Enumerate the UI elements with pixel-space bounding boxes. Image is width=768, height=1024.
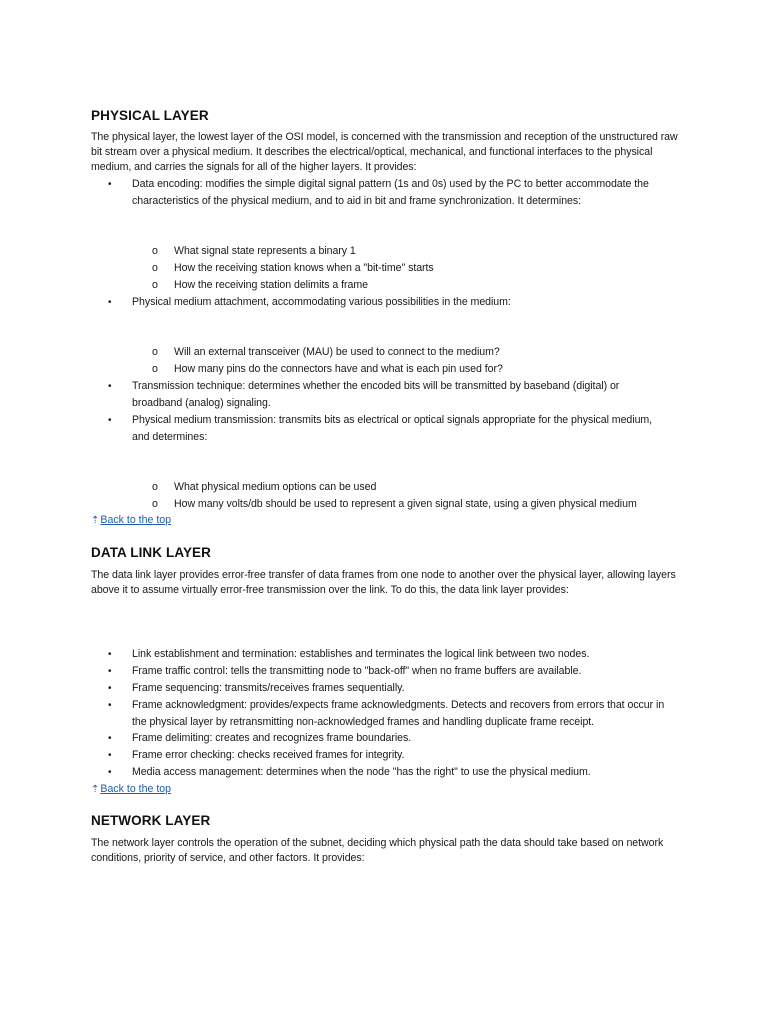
- list-item: [108, 176, 668, 210]
- back-to-top-label[interactable]: Back to the top: [100, 514, 172, 526]
- bullet-marker: •: [108, 649, 112, 660]
- sub-bullet-marker: o: [152, 346, 158, 358]
- sub-bullet-marker: o: [152, 262, 158, 274]
- sub-bullet-marker: o: [152, 481, 158, 493]
- list-item-text: Frame traffic control: tells the transmitting node to "back-off" when no frame buffers are available.: [132, 665, 582, 677]
- sub-list-item: [152, 479, 692, 496]
- sub-bullet-marker: o: [152, 498, 158, 510]
- data-link-layer-intro: The data link layer provides error-free transfer of data frames from one node to another over the physical layer, allowing layers above it to assume virtually error-free transmission over the link. To do this, the data link layer provides:: [91, 569, 676, 596]
- sub-list-item-text: What signal state represents a binary 1: [174, 245, 356, 257]
- sub-list-item-text: How the receiving station delimits a frame: [174, 279, 368, 291]
- bullet-marker: •: [108, 683, 112, 694]
- list-item: [108, 663, 668, 680]
- sub-list-item-text: How many pins do the connectors have and what is each pin used for?: [174, 363, 503, 375]
- list-item-text: Physical medium transmission: transmits bits as electrical or optical signals appropriate for the physical medium, and determines:: [132, 414, 653, 443]
- list-item: [108, 680, 668, 697]
- back-to-top-link-2[interactable]: [91, 782, 171, 797]
- physical-layer-heading: PHYSICAL LAYER: [91, 108, 209, 123]
- bullet-marker: •: [108, 381, 112, 392]
- up-arrow-icon: ⇡: [91, 515, 100, 526]
- bullet-marker: •: [108, 179, 112, 190]
- bullet-marker: •: [108, 415, 112, 426]
- sub-list-item: [152, 243, 692, 260]
- list-item: [108, 730, 668, 747]
- back-to-top-link-1[interactable]: [91, 513, 171, 528]
- list-item: [108, 646, 668, 663]
- network-layer-intro: The network layer controls the operation of the subnet, deciding which physical path the data should take based on network conditions, priority of service, and other factors. It provides:: [91, 837, 664, 864]
- list-item: [108, 378, 668, 412]
- sub-list-item: [152, 344, 692, 361]
- list-item: [108, 697, 668, 731]
- sub-bullet-marker: o: [152, 279, 158, 291]
- list-item: [108, 747, 668, 764]
- list-item-text: Frame sequencing: transmits/receives frames sequentially.: [132, 682, 405, 694]
- sub-bullet-marker: o: [152, 245, 158, 257]
- bullet-marker: •: [108, 297, 112, 308]
- list-item-text: Data encoding: modifies the simple digital signal pattern (1s and 0s) used by the PC to better accommodate the characteristics of the physical medium, and to aid in bit and frame synchronization. It determines:: [132, 178, 649, 207]
- bullet-marker: •: [108, 700, 112, 711]
- list-item-text: Physical medium attachment, accommodating various possibilities in the medium:: [132, 296, 511, 308]
- list-item-text: Link establishment and termination: establishes and terminates the logical link between two nodes.: [132, 648, 590, 660]
- list-item: [108, 294, 668, 311]
- list-item-text: Frame delimiting: creates and recognizes frame boundaries.: [132, 732, 412, 744]
- sub-bullet-marker: o: [152, 363, 158, 375]
- sub-list-item: [152, 361, 692, 378]
- physical-layer-intro: The physical layer, the lowest layer of the OSI model, is concerned with the transmission and reception of the unstructured raw bit stream over a physical medium. It describes the electrical/optical, mechanical, and functional interfaces to the physical medium, and carries the signals for all of the higher layers. It provides:: [91, 131, 678, 173]
- list-item-text: Media access management: determines when the node "has the right" to use the physical medium.: [132, 766, 591, 778]
- bullet-marker: •: [108, 666, 112, 677]
- list-item-text: Frame error checking: checks received frames for integrity.: [132, 749, 405, 761]
- sub-list-item-text: How the receiving station knows when a "bit-time" starts: [174, 262, 434, 274]
- sub-list-item-text: Will an external transceiver (MAU) be used to connect to the medium?: [174, 346, 500, 358]
- sub-list-item-text: How many volts/db should be used to represent a given signal state, using a given physical medium: [174, 498, 637, 510]
- back-to-top-label[interactable]: Back to the top: [100, 783, 172, 795]
- bullet-marker: •: [108, 767, 112, 778]
- list-item-text: Transmission technique: determines whether the encoded bits will be transmitted by baseband (digital) or broadband (analog) signaling.: [132, 380, 620, 409]
- bullet-marker: •: [108, 750, 112, 761]
- sub-list-item: [152, 496, 692, 513]
- list-item: [108, 764, 668, 781]
- up-arrow-icon: ⇡: [91, 784, 100, 795]
- bullet-marker: •: [108, 733, 112, 744]
- list-item-text: Frame acknowledgment: provides/expects frame acknowledgments. Detects and recovers from errors that occur in the physical layer by retransmitting non-acknowledged frames and handling duplicate frame receipt.: [132, 699, 665, 728]
- sub-list-item: [152, 277, 692, 294]
- sub-list-item: [152, 260, 692, 277]
- data-link-layer-heading: DATA LINK LAYER: [91, 545, 212, 560]
- network-layer-heading: NETWORK LAYER: [91, 813, 211, 828]
- sub-list-item-text: What physical medium options can be used: [174, 481, 377, 493]
- list-item: [108, 412, 668, 446]
